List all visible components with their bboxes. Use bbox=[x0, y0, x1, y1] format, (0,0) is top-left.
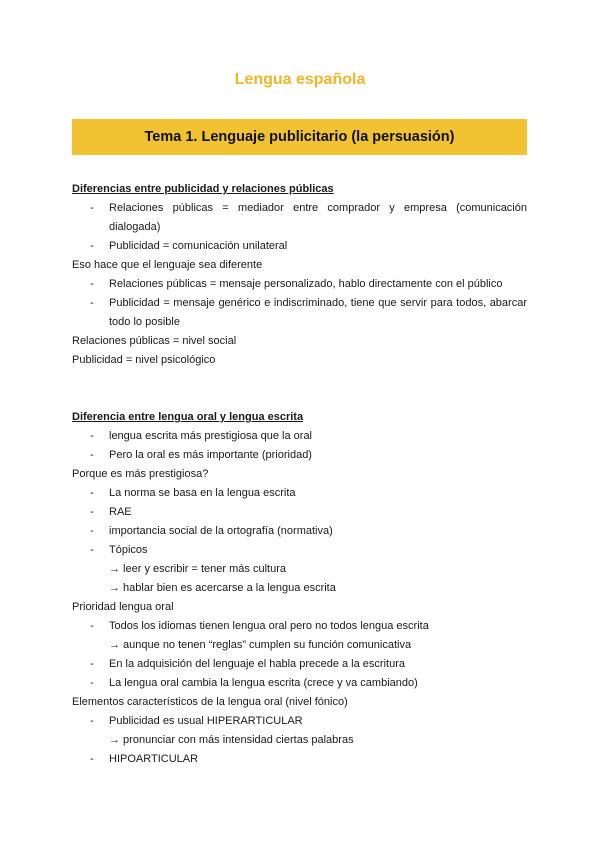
paragraph: Publicidad = nivel psicológico bbox=[72, 354, 216, 366]
list-item-text: La lengua oral cambia la lengua escrita (crece y va cambiando) bbox=[109, 677, 418, 689]
paragraph: Eso hace que el lenguaje sea diferente bbox=[72, 259, 263, 271]
paragraph: Elementos característicos de la lengua oral (nivel fónico) bbox=[72, 696, 348, 708]
list-item bbox=[72, 237, 527, 256]
list-item-text: Relaciones públicas = mensaje personalizado, hablo directamente con el público bbox=[109, 278, 503, 290]
list-item-text: La norma se basa en la lengua escrita bbox=[109, 487, 296, 499]
topic-banner bbox=[72, 119, 527, 155]
list-item bbox=[72, 674, 527, 693]
list-item bbox=[72, 750, 527, 769]
bullet-dash: - bbox=[90, 544, 94, 556]
bullet-dash: - bbox=[90, 430, 94, 442]
paragraph: Relaciones públicas = nivel social bbox=[72, 335, 237, 347]
list-item-text: Publicidad = comunicación unilateral bbox=[109, 240, 288, 252]
list-item-text: importancia social de la ortografía (normativa) bbox=[109, 525, 333, 537]
list-item-text: Tópicos bbox=[109, 544, 148, 556]
bullet-dash: - bbox=[90, 202, 94, 214]
bullet-dash: - bbox=[90, 449, 94, 461]
bullet-dash: - bbox=[90, 525, 94, 537]
bullet-dash: - bbox=[90, 297, 94, 309]
list-item bbox=[72, 655, 527, 674]
list-item bbox=[72, 522, 527, 541]
bullet-dash: - bbox=[90, 240, 94, 252]
list-item-text: HIPOARTICULAR bbox=[109, 753, 199, 765]
bullet-dash: - bbox=[90, 753, 94, 765]
bullet-dash: - bbox=[90, 278, 94, 290]
bullet-dash: - bbox=[90, 715, 94, 727]
bullet-dash: - bbox=[90, 487, 94, 499]
arrow-note: → leer y escribir = tener más cultura bbox=[109, 563, 286, 575]
document-body bbox=[72, 180, 527, 769]
bullet-dash: - bbox=[90, 620, 94, 632]
section-spacer bbox=[72, 370, 527, 408]
list-item-text: RAE bbox=[109, 506, 132, 518]
list-item bbox=[72, 617, 527, 636]
list-item-text: Publicidad es usual HIPERARTICULAR bbox=[109, 715, 303, 727]
list-item-text: Todos los idiomas tienen lengua oral pero no todos lengua escrita bbox=[109, 620, 429, 632]
list-item-text: Pero la oral es más importante (prioridad) bbox=[109, 449, 312, 461]
list-item bbox=[72, 503, 527, 522]
list-item bbox=[72, 427, 527, 446]
arrow-note: → aunque no tenen “reglas” cumplen su función comunicativa bbox=[109, 639, 412, 651]
arrow-note: → pronunciar con más intensidad ciertas palabras bbox=[109, 734, 354, 746]
list-item bbox=[72, 712, 527, 731]
list-item-text: lengua escrita más prestigiosa que la oral bbox=[109, 430, 313, 442]
bullet-dash: - bbox=[90, 658, 94, 670]
list-item bbox=[72, 199, 527, 237]
list-item-text: Publicidad = mensaje genérico e indiscriminado, tiene que servir para todos, abarcar todo lo posible bbox=[109, 297, 527, 328]
list-item bbox=[72, 484, 527, 503]
section-heading: Diferencia entre lengua oral y lengua escrita bbox=[72, 411, 304, 423]
bullet-dash: - bbox=[90, 677, 94, 689]
paragraph: Prioridad lengua oral bbox=[72, 601, 174, 613]
list-item-text: En la adquisición del lenguaje el habla precede a la escritura bbox=[109, 658, 405, 670]
list-item bbox=[72, 294, 527, 332]
list-item bbox=[72, 541, 527, 560]
list-item-text: Relaciones públicas = mediador entre comprador y empresa (comunicación dialogada) bbox=[109, 202, 527, 233]
list-item bbox=[72, 275, 527, 294]
bullet-dash: - bbox=[90, 506, 94, 518]
arrow-note: → hablar bien es acercarse a la lengua escrita bbox=[109, 582, 336, 594]
document-title: Lengua española bbox=[234, 71, 366, 88]
topic-banner-text: Tema 1. Lenguaje publicitario (la persuasión) bbox=[144, 129, 455, 145]
section-heading: Diferencias entre publicidad y relaciones públicas bbox=[72, 183, 334, 195]
list-item bbox=[72, 446, 527, 465]
paragraph: Porque es más prestigiosa? bbox=[72, 468, 209, 480]
